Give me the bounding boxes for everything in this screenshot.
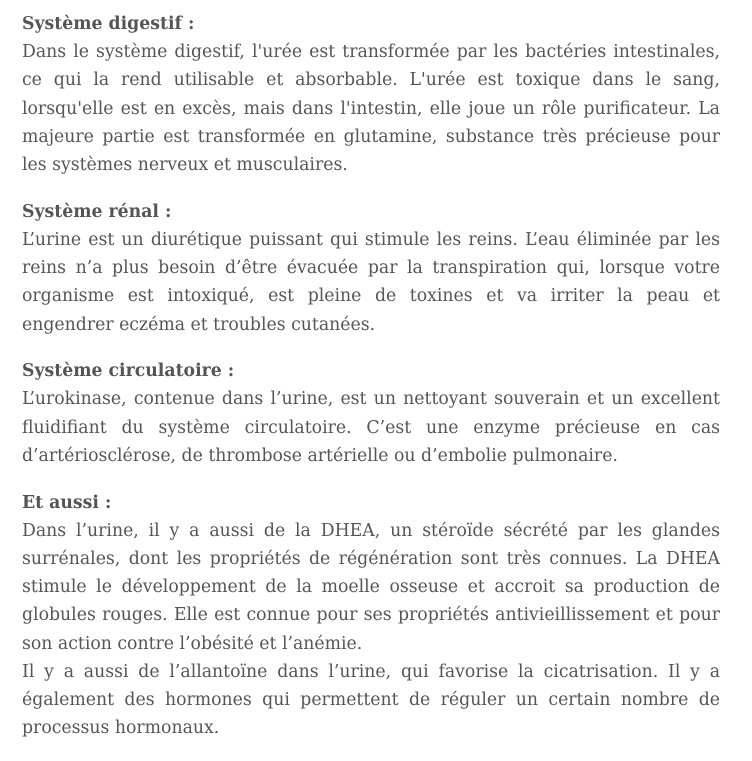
section-heading: Et aussi :: [22, 492, 112, 513]
section-heading: Système rénal :: [22, 201, 172, 222]
section-heading: Système digestif :: [22, 14, 195, 34]
section-heading: Système circulatoire :: [22, 361, 235, 382]
section-paragraph: Dans le système digestif, l'urée est transformée par les bactéries intestinales, ce qui la rend utilisable et absorbable. L'urée est toxique dans le sang, lorsqu'elle est en excès, mais dans l'intestin, elle joue un rôle purificateur. La majeure partie est transformée en glutamine, substance très précieuse pour les systèmes nerveux et musculaires.: [22, 42, 720, 176]
section-paragraph: L’urokinase, contenue dans l’urine, est un nettoyant souverain et un excellent fluidifiant du système circulatoire. C’est une enzyme précieuse en cas d’artériosclérose, de thrombose artérielle ou d’embolie pulmonaire.: [22, 389, 720, 466]
section-digestive-system: [22, 10, 720, 179]
section-paragraph: Dans l’urine, il y a aussi de la DHEA, un stéroïde sécrété par les glandes surrénales, dont les propriétés de régénération sont très connues. La DHEA stimule le développement de la moelle osseuse et accroit sa production de globules rouges. Elle est connue pour ses propriétés antivieillissement et pour son action contre l’obésité et l’anémie.: [22, 520, 720, 654]
section-renal-system: [22, 198, 720, 339]
section-paragraph: Il y a aussi de l’allantoïne dans l’urine, qui favorise la cicatrisation. Il y a également des hormones qui permettent de réguler un certain nombre de processus hormonaux.: [22, 661, 720, 739]
section-also: [22, 489, 720, 743]
section-circulatory-system: [22, 357, 720, 470]
document-body: [22, 10, 720, 761]
section-paragraph: L’urine est un diurétique puissant qui stimule les reins. L’eau éliminée par les reins n’a plus besoin d’être évacuée par la transpiration qui, lorsque votre organisme est intoxiqué, est pleine de toxines et va irriter la peau et engendrer eczéma et troubles cutanées.: [22, 229, 720, 335]
